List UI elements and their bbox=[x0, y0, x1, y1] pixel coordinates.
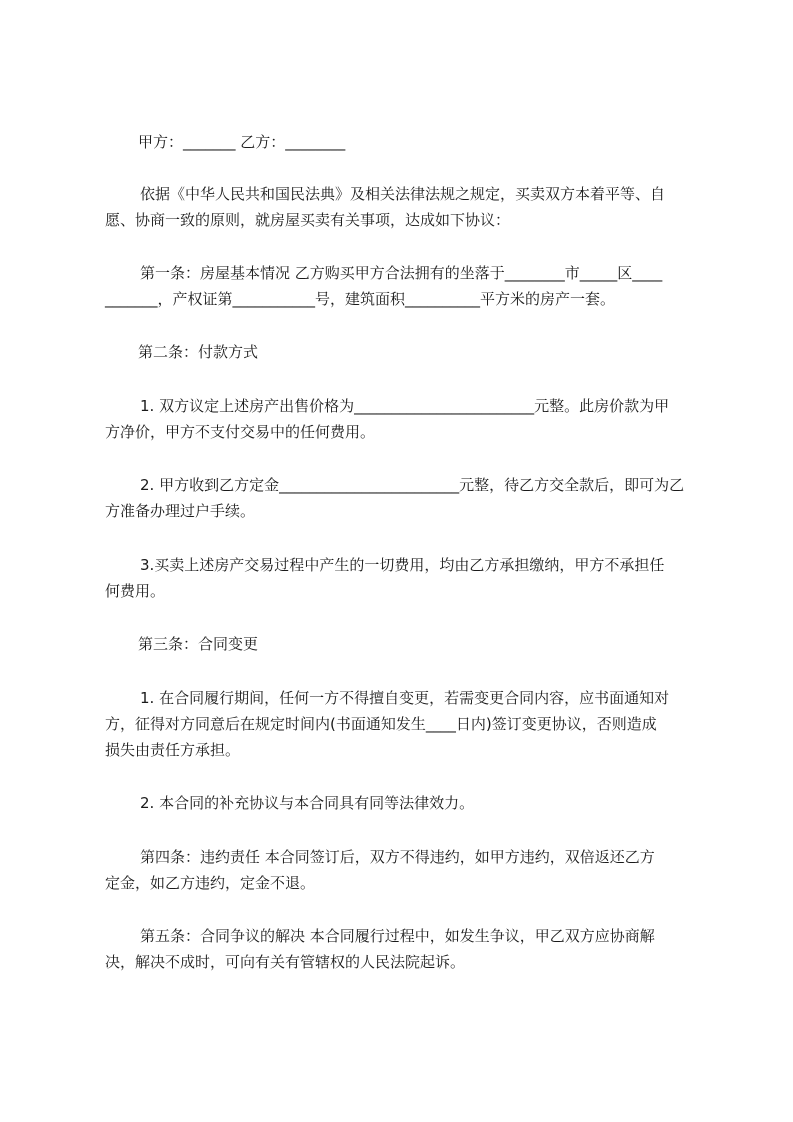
article2-item1-line-1: 1. 双方议定上述房产出售价格为________________________元整。此房价款为甲 bbox=[140, 397, 670, 415]
article3-item2: 2. 本合同的补充协议与本合同具有同等法律效力。 bbox=[140, 794, 475, 812]
article1-line-2: _______，产权证第___________号，建筑面积__________平方米的房产一套。 bbox=[105, 290, 616, 308]
article4-line-1: 第四条：违约责任 本合同签订后，双方不得违约，如甲方违约，双倍返还乙方 bbox=[140, 848, 655, 866]
article3-item1-line-2: 方，征得对方同意后在规定时间内(书面通知发生____日内)签订变更协议，否则造成 bbox=[105, 715, 657, 733]
article2-item3-line-1: 3.买卖上述房产交易过程中产生的一切费用，均由乙方承担缴纳，甲方不承担任 bbox=[140, 556, 665, 574]
parties-line: 甲方：_______ 乙方：________ bbox=[138, 133, 346, 151]
article4-line-2: 定金，如乙方违约，定金不退。 bbox=[105, 874, 316, 892]
article5-line-2: 决，解决不成时，可向有关有管辖权的人民法院起诉。 bbox=[105, 953, 466, 971]
article2-title: 第二条：付款方式 bbox=[138, 343, 259, 361]
article3-title: 第三条：合同变更 bbox=[138, 635, 259, 653]
article1-line-1: 第一条：房屋基本情况 乙方购买甲方合法拥有的坐落于________市_____区____ bbox=[140, 264, 663, 282]
article5-line-1: 第五条：合同争议的解决 本合同履行过程中，如发生争议，甲乙双方应协商解 bbox=[140, 927, 655, 945]
article2-item1-line-2: 方净价，甲方不支付交易中的任何费用。 bbox=[105, 423, 376, 441]
article3-item1-line-3: 损失由责任方承担。 bbox=[105, 741, 241, 759]
preamble-line-1: 依据《中华人民共和国民法典》及相关法律法规之规定，买卖双方本着平等、自 bbox=[140, 185, 666, 203]
article3-item1-line-1: 1. 在合同履行期间，任何一方不得擅自变更，若需变更合同内容，应书面通知对 bbox=[140, 689, 670, 707]
preamble-line-2: 愿、协商一致的原则，就房屋买卖有关事项，达成如下协议： bbox=[105, 211, 511, 229]
article2-item2-line-1: 2. 甲方收到乙方定金________________________元整，待乙方交全款后，即可为乙 bbox=[140, 476, 685, 494]
article2-item3-line-2: 何费用。 bbox=[105, 582, 166, 600]
article2-item2-line-2: 方准备办理过户手续。 bbox=[105, 502, 256, 520]
